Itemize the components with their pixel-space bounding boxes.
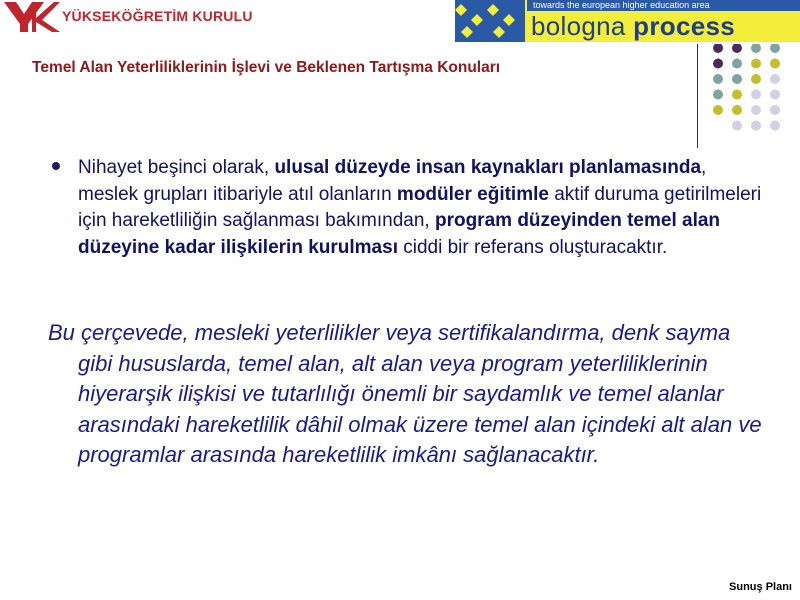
bullet-bold-2: modüler eğitimle <box>396 183 549 205</box>
decorative-dot <box>770 90 780 100</box>
paragraph-text: Bu çerçevede, mesleki yeterlilikler veya sertifikalandırma, denk sayma gibi hususlarda, temel alan, alt alan veya program yeterliliklerinin hiyerarşik ilişkisi ve tutarlılığı önemli bir saydamlık ve temel alanlar arasındaki hareketlilik dâhil olmak üzere temel alan içindeki alt alan ve programlar arasında hareketlilik imkânı sağlanacaktır. <box>48 320 762 467</box>
decorative-dot <box>770 121 780 131</box>
decorative-dot <box>751 90 761 100</box>
decorative-dot <box>713 90 723 100</box>
decorative-dot <box>732 105 742 115</box>
body-paragraph <box>48 318 768 471</box>
yok-logo <box>0 0 253 34</box>
bullet-icon <box>52 162 60 170</box>
bullet-text <box>78 155 762 261</box>
decorative-dot <box>751 105 761 115</box>
bologna-tagline: towards the european higher education area <box>527 0 800 11</box>
decorative-dot <box>770 44 780 53</box>
decorative-dot <box>732 90 742 100</box>
decorative-dot <box>713 44 723 53</box>
bullet-bold-3: program düzeyinden temel alan düzeyine kadar ilişkilerin kurulması <box>78 210 721 258</box>
bullet-point <box>52 155 762 261</box>
decorative-dots <box>710 44 800 134</box>
bologna-process-banner <box>455 0 800 42</box>
bullet-bold-1: ulusal düzeyde insan kaynakları planlamasında <box>274 157 702 178</box>
decorative-dot <box>751 121 761 131</box>
yok-emblem-icon <box>2 0 62 34</box>
slide-title: Temel Alan Yeterliliklerinin İşlevi ve Beklenen Tartışma Konuları <box>32 59 501 76</box>
decorative-dot <box>713 74 723 84</box>
decorative-dot <box>732 121 742 131</box>
decorative-dot <box>770 105 780 115</box>
divider-line <box>697 44 698 148</box>
bullet-part-3: aktif duruma getirilmeleri için hareketliliğin sağlanması bakımından, <box>78 183 762 231</box>
decorative-dot <box>732 74 742 84</box>
decorative-dot <box>732 44 742 53</box>
decorative-dot <box>713 59 723 69</box>
decorative-dot <box>770 74 780 84</box>
institution-name: YÜKSEKÖĞRETİM KURULU <box>62 8 253 24</box>
bullet-part-2: , meslek grupları itibariyle atıl olanların <box>78 157 707 205</box>
decorative-dot <box>751 59 761 69</box>
bologna-wordmark <box>531 12 735 40</box>
decorative-dot <box>751 44 761 53</box>
bologna-stars-icon <box>455 0 525 42</box>
decorative-dot <box>770 59 780 69</box>
bologna-word: bologna <box>531 11 626 41</box>
process-word: process <box>633 11 735 41</box>
decorative-dot <box>751 74 761 84</box>
bullet-part-4: ciddi bir referans oluşturacaktır. <box>397 236 668 258</box>
sunus-plani-link[interactable]: Sunuş Planı <box>729 581 792 593</box>
decorative-dot <box>713 105 723 115</box>
decorative-dot <box>732 59 742 69</box>
bullet-part-1: Nihayet beşinci olarak, <box>78 157 275 178</box>
